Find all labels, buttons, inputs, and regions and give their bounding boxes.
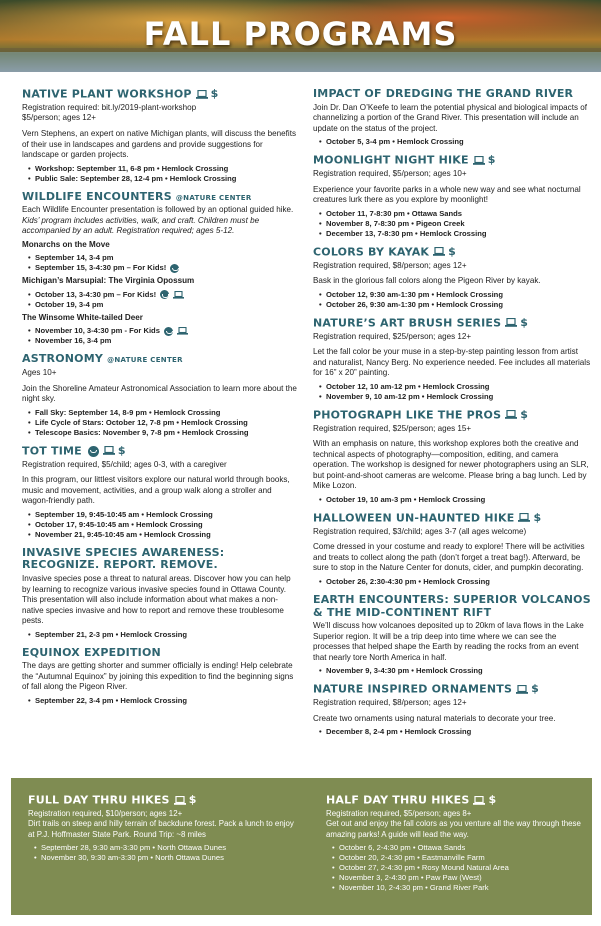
dollar-icon: $ [531,682,539,696]
laptop-icon [173,290,184,300]
wildlife-sub-opossum: Michigan’s Marsupial: The Virginia Opossum [22,276,195,286]
halloween-desc: Come dressed in your costume and ready to explore! There will be activities and treats to collect along the path (don’t forget a treat bag!). Afterward, be sure to stop in the Nature Center for donuts, cider, and pumpkin decorating. [313,542,585,573]
invasive-title: INVASIVE SPECIES AWARENESS: RECOGNIZE. REPORT. REMOVE. [22,545,225,572]
equinox-desc: The days are getting shorter and summer officially is ending! Help celebrate the “Autumnal Equinox” by joining this expedition to find the beginning signs of fall along the Pigeon River. [22,661,294,692]
native-plant-desc: Vern Stephens, an expert on native Michigan plants, will discuss the benefits of their use in landscapes and gardens and provide suggestions for landscape or garden projects. [22,129,296,160]
half-day-desc: Get out and enjoy the fall colors as you venture all the way through these amazing parks! A guide will lead the way. [326,819,581,839]
ornaments-title: NATURE INSPIRED ORNAMENTS $ [313,682,539,696]
halloween-reg: Registration required, $3/child; ages 3-7 (all ages welcome) [313,526,527,536]
photo-desc: With an emphasis on nature, this workshop explores both the creative and technical aspects of photography—composition, editing, and camera operation. The workshop is designed for newer photographers using an SLR, but point-and-shoot cameras are welcome. Please bring a bag lunch. Led by Mike Lozon. [313,439,589,491]
list-item: • December 8, 2-4 pm • Hemlock Crossing [321,727,591,737]
list-item: • October 19, 10 am-3 pm • Hemlock Crossing [321,495,591,505]
native-plant-dates [22,164,298,184]
wildlife-sub-deer: The Winsome White-tailed Deer [22,312,143,322]
laptop-icon [177,326,188,336]
list-item: • October 5, 3-4 pm • Hemlock Crossing [321,137,591,147]
ornaments-dates [313,727,591,737]
brush-title: NATURE’S ART BRUSH SERIES $ [313,315,529,330]
list-item: • Public Sale: September 28, 12-4 pm • Hemlock Crossing [30,174,298,184]
list-item: • October 17, 9:45-10:45 am • Hemlock Crossing [30,520,298,530]
dredging-dates [313,137,591,147]
native-plant-reg: Registration required: bit.ly/2019-plant-workshop $5/person; ages 12+ [22,102,197,123]
list-item: • November 21, 9:45-10:45 am • Hemlock Crossing [30,530,298,540]
laptop-icon [518,512,530,525]
list-item: • September 21, 2-3 pm • Hemlock Crossing [30,630,298,640]
photo-reg: Registration required, $25/person; ages 15+ [313,423,472,433]
laptop-icon [433,246,445,259]
wildlife-opossum-dates [22,290,298,310]
right-column [313,88,591,737]
ornaments-reg: Registration required, $8/person; ages 12+ [313,698,467,708]
astronomy-ages: Ages 10+ [22,368,57,378]
earth-dates [313,666,591,676]
header-banner [0,0,601,72]
list-item: • November 10, 2-4:30 pm • Grand River Park [334,883,586,893]
laptop-icon [196,88,208,101]
equinox-dates [22,696,298,706]
laptop-icon [505,409,517,422]
laptop-icon [473,794,485,807]
moonlight-desc: Experience your favorite parks in a whole new way and see what nocturnal creatures lurk there as you explore by moonlight! [313,184,581,205]
full-day-desc: Dirt trails on steep and hilly terrain of backdune forest. Pack a lunch to enjoy at P.J. Hoffmaster State Park. Round Trip: ~8 miles [28,819,294,839]
smiley-icon [160,290,169,299]
list-item: • September 15, 3-4:30 pm – For Kids! [30,263,298,273]
list-item: • October 26, 9:30 am-1:30 pm • Hemlock Crossing [321,300,591,310]
moonlight-title: MOONLIGHT NIGHT HIKE $ [313,153,496,167]
list-item: • October 20, 2-4:30 pm • Eastmanville Farm [334,853,586,863]
kayak-title: COLORS BY KAYAK $ [313,244,456,259]
dollar-icon: $ [488,793,497,806]
dollar-icon: $ [520,407,529,421]
list-item: • November 3, 2-4:30 pm • Paw Paw (West) [334,873,586,883]
full-day-reg: Registration required, $10/person; ages 12+ [28,808,183,818]
thru-hikes-box [11,778,592,915]
kayak-desc: Bask in the glorious fall colors along the Pigeon River by kayak. [313,276,541,286]
invasive-desc: Invasive species pose a threat to natural areas. Discover how you can help by learning to recognize various invasive species found in Ottawa County. This presentation will also include information about what makes a non-native species invasive and how to report and remove these troublesome pests. [22,574,291,626]
dollar-icon: $ [520,315,529,329]
photo-dates [313,495,591,505]
earth-title: EARTH ENCOUNTERS: SUPERIOR VOLCANOS & THE MID-CONTINENT RIFT [313,592,591,619]
invasive-dates [22,630,298,640]
list-item: • October 11, 7-8:30 pm • Ottawa Sands [321,209,591,219]
list-item: • October 6, 2-4:30 pm • Ottawa Sands [334,843,586,853]
brush-desc: Let the fall color be your muse in a step-by-step painting lesson from artist and naturalist, Nancy Berg. No experience needed. Fee includes all materials for 16” x 20” painting. [313,347,591,378]
list-item: • November 9, 10 am-12 pm • Hemlock Crossing [321,392,591,402]
list-item: • September 22, 3-4 pm • Hemlock Crossing [30,696,298,706]
half-day-hikes [326,794,586,893]
wildlife-desc: Each Wildlife Encounter presentation is followed by an optional guided hike. Kids’ program includes activities, walk, and craft. Children must be accompanied by an adult. Registration required; ages 5-12. [22,205,294,236]
list-item: • Life Cycle of Stars: October 12, 7-8 pm • Hemlock Crossing [30,418,298,428]
list-item: • October 27, 2-4:30 pm • Rosy Mound Natural Area [334,863,586,873]
smiley-icon [88,446,99,457]
left-column [22,88,298,706]
half-day-reg: Registration required, $5/person; ages 8+ [326,808,472,818]
tot-time-title: TOT TIME $ [22,443,126,457]
ornaments-desc: Create two ornaments using natural materials to decorate your tree. [313,713,556,723]
astronomy-desc: Join the Shoreline Amateur Astronomical Association to learn more about the night sky. [22,383,297,404]
list-item: • Fall Sky: September 14, 8-9 pm • Hemlock Crossing [30,408,298,418]
astronomy-title: ASTRONOMY @NATURE CENTER [22,352,183,366]
tot-time-dates [22,510,298,540]
dredging-desc: Join Dr. Dan O’Keefe to learn the potential physical and biological impacts of channelizing a portion of the Grand River. This presentation will include an update on the status of the project. [313,102,587,133]
wildlife-sub-monarchs: Monarchs on the Move [22,239,110,249]
tot-time-desc: In this program, our littlest visitors explore our natural world through books, music and movement, activities, and a group walk along a stroller and wagon-friendly path. [22,475,290,506]
astronomy-dates [22,408,298,438]
half-day-dates [326,843,586,893]
dollar-icon: $ [533,510,542,524]
laptop-icon [473,154,485,167]
wildlife-title: WILDLIFE ENCOUNTERS @NATURE CENTER [22,189,252,203]
dollar-icon: $ [487,153,496,167]
brush-dates [313,382,591,402]
moonlight-dates [313,209,591,239]
earth-desc: We’ll discuss how volcanoes deposited up to 20km of lava flows in the Lake Superior region. It will be a trip deep into time where we can see the processes that helped shape the Earth by reading the rocks from an event that nearly tore North America in half. [313,621,584,662]
photo-title: PHOTOGRAPH LIKE THE PROS $ [313,407,529,422]
full-day-hikes [28,794,298,863]
page-title: FALL PROGRAMS [143,15,458,53]
laptop-icon [174,794,186,807]
kayak-reg: Registration required, $8/person; ages 12+ [313,260,467,270]
smiley-icon [164,327,173,336]
list-item: • September 14, 3-4 pm [30,253,298,263]
list-item: • September 28, 9:30 am-3:30 pm • North Ottawa Dunes [36,843,298,853]
list-item: • December 13, 7-8:30 pm • Hemlock Crossing [321,229,591,239]
wildlife-monarchs-dates [22,253,298,273]
list-item: • Telescope Basics: November 9, 7-8 pm • Hemlock Crossing [30,428,298,438]
full-day-dates [28,843,298,863]
list-item: • November 30, 9:30 am-3:30 pm • North Ottawa Dunes [36,853,298,863]
dollar-icon: $ [188,793,197,806]
equinox-title: EQUINOX EXPEDITION [22,645,161,659]
list-item: • October 13, 3-4:30 pm – For Kids! [30,290,298,300]
list-item: • September 19, 9:45-10:45 am • Hemlock Crossing [30,510,298,520]
halloween-dates [313,577,591,587]
wildlife-deer-dates [22,326,298,346]
list-item: • October 26, 2:30-4:30 pm • Hemlock Crossing [321,577,591,587]
list-item: • Workshop: September 11, 6-8 pm • Hemlock Crossing [30,164,298,174]
tot-time-reg: Registration required, $5/child; ages 0-3, with a caregiver [22,459,227,469]
list-item: • October 12, 9:30 am-1:30 pm • Hemlock Crossing [321,290,591,300]
full-day-title: FULL DAY THRU HIKES $ [28,793,197,807]
moonlight-reg: Registration required, $5/person; ages 10+ [313,169,467,179]
dollar-icon: $ [117,443,126,457]
kayak-dates [313,290,591,310]
halloween-title: HALLOWEEN UN-HAUNTED HIKE $ [313,510,542,525]
brush-reg: Registration required, $25/person; ages 12+ [313,331,472,341]
list-item: • November 16, 3-4 pm [30,336,298,346]
list-item: • October 19, 3-4 pm [30,300,298,310]
list-item: • November 10, 3-4:30 pm - For Kids [30,326,298,336]
laptop-icon [505,317,517,330]
half-day-title: HALF DAY THRU HIKES $ [326,793,497,807]
native-plant-title: NATIVE PLANT WORKSHOP $ [22,87,219,101]
dredging-title: IMPACT OF DREDGING THE GRAND RIVER [313,87,574,100]
laptop-icon [103,445,115,458]
dollar-icon: $ [210,87,219,100]
list-item: • November 9, 3-4:30 pm • Hemlock Crossing [321,666,591,676]
smiley-icon [170,264,179,273]
dollar-icon: $ [448,244,456,258]
list-item: • October 12, 10 am-12 pm • Hemlock Crossing [321,382,591,392]
laptop-icon [516,683,528,696]
list-item: • November 8, 7-8:30 pm • Pigeon Creek [321,219,591,229]
